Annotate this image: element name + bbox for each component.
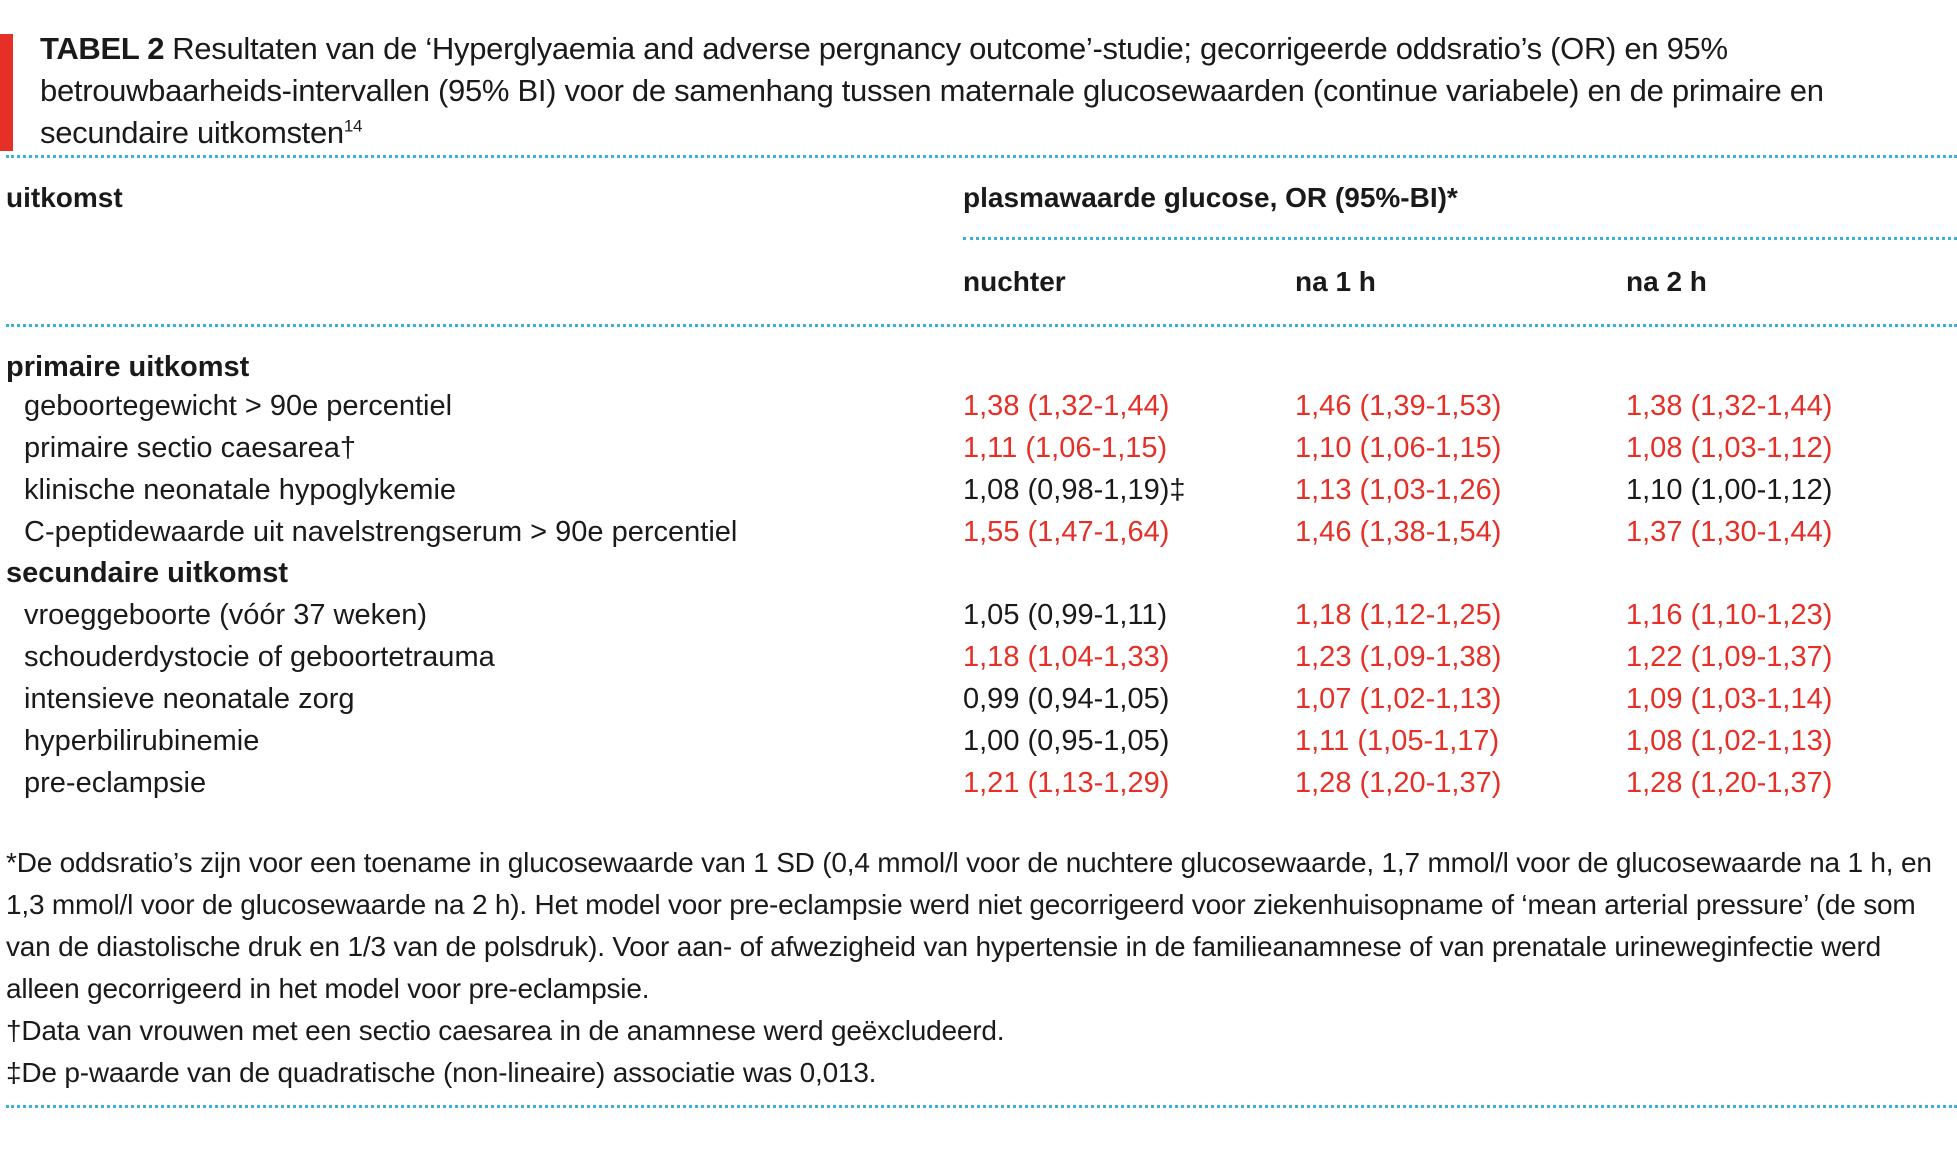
section-title-primary: primaire uitkomst (6, 351, 250, 383)
table-row (0, 636, 1957, 678)
or-2h: 1,08 (1,02-1,13) (1626, 725, 1833, 757)
or-2h: 1,08 (1,03-1,12) (1626, 432, 1833, 464)
or-2h: 1,28 (1,20-1,37) (1626, 767, 1833, 799)
or-2h: 1,09 (1,03-1,14) (1626, 683, 1833, 715)
row-label: C-peptidewaarde uit navelstrengserum > 90e percentiel (24, 516, 738, 548)
footnote-star: *De oddsratio’s zijn voor een toename in glucosewaarde van 1 SD (0,4 mmol/l voor de nuchtere glucosewaarde, 1,7 mmol/l voor de glucosewaarde na 1 h, en 1,3 mmol/l voor de glucosewaarde na 2 h). Het model voor pre-eclampsie werd niet gecorrigeerd voor ziekenhuisopname of ‘mean arterial pressure’ (de som van de diastolische druk en 1/3 van de polsdruk). Voor aan- of afwezigheid van hypertensie in de familieanamnese of van prenatale urineweginfectie werd alleen gecorrigeerd in het model voor pre-eclampsie. (6, 847, 1932, 1004)
table-row (0, 762, 1957, 804)
row-label: geboortegewicht > 90e percentiel (24, 390, 453, 422)
or-2h: 1,10 (1,00-1,12) (1626, 474, 1833, 506)
table-row (0, 720, 1957, 762)
table-caption (40, 28, 1940, 154)
table-row (0, 678, 1957, 720)
or-fasting: 1,55 (1,47-1,64) (963, 516, 1170, 548)
row-label: vroeggeboorte (vóór 37 weken) (24, 599, 428, 631)
or-1h: 1,23 (1,09-1,38) (1295, 641, 1502, 673)
or-1h: 1,13 (1,03-1,26) (1295, 474, 1502, 506)
top-rule (6, 155, 1957, 158)
or-2h: 1,37 (1,30-1,44) (1626, 516, 1833, 548)
or-fasting: 1,00 (0,95-1,05) (963, 725, 1170, 757)
bottom-rule (6, 1105, 1957, 1108)
or-1h: 1,11 (1,05-1,17) (1295, 725, 1500, 757)
table-row (0, 511, 1957, 553)
caption-reference: 14 (343, 116, 363, 136)
or-fasting: 0,99 (0,94-1,05) (963, 683, 1170, 715)
or-1h: 1,10 (1,06-1,15) (1295, 432, 1502, 464)
header-1h: na 1 h (1295, 266, 1376, 297)
row-label: primaire sectio caesarea† (24, 432, 357, 464)
or-1h: 1,46 (1,38-1,54) (1295, 516, 1502, 548)
footnote-double-dagger: ‡De p-waarde van de quadratische (non-lineaire) associatie was 0,013. (6, 1057, 877, 1088)
footnotes (6, 842, 1946, 1094)
header-rule (6, 324, 1957, 327)
or-fasting: 1,38 (1,32-1,44) (963, 390, 1170, 422)
footnote-dagger: †Data van vrouwen met een sectio caesarea in de anamnese werd geëxcludeerd. (6, 1015, 1005, 1046)
row-label: intensieve neonatale zorg (24, 683, 355, 715)
header-outcome: uitkomst (6, 182, 123, 213)
or-1h: 1,18 (1,12-1,25) (1295, 599, 1502, 631)
or-fasting: 1,18 (1,04-1,33) (963, 641, 1170, 673)
or-fasting: 1,11 (1,06-1,15) (963, 432, 1168, 464)
or-2h: 1,16 (1,10-1,23) (1626, 599, 1833, 631)
caption-text: Resultaten van de ‘Hyperglyaemia and adverse pergnancy outcome’-studie; gecorrigeerde oddsratio’s (OR) en 95% betrouwbaarheids-intervallen (95% BI) voor de samenhang tussen maternale glucosewaarden (continue variabele) en de primaire en secundaire uitkomsten (40, 31, 1824, 150)
or-1h: 1,28 (1,20-1,37) (1295, 767, 1502, 799)
table-row (0, 469, 1957, 511)
row-label: pre-eclampsie (24, 767, 207, 799)
header-group: plasmawaarde glucose, OR (95%-BI)* (963, 182, 1458, 213)
or-fasting: 1,21 (1,13-1,29) (963, 767, 1170, 799)
row-label: hyperbilirubinemie (24, 725, 260, 757)
or-1h: 1,07 (1,02-1,13) (1295, 683, 1502, 715)
section-title-secondary: secundaire uitkomst (6, 557, 289, 589)
header-2h: na 2 h (1626, 266, 1707, 297)
row-label: schouderdystocie of geboortetrauma (24, 641, 495, 673)
or-fasting: 1,08 (0,98-1,19)‡ (963, 474, 1186, 506)
table-row (0, 385, 1957, 427)
or-1h: 1,46 (1,39-1,53) (1295, 390, 1502, 422)
or-2h: 1,22 (1,09-1,37) (1626, 641, 1833, 673)
caption-label: TABEL 2 (40, 31, 165, 66)
table-row (0, 427, 1957, 469)
or-fasting: 1,05 (0,99-1,11) (963, 599, 1168, 631)
group-rule (963, 237, 1957, 240)
accent-bar (0, 34, 13, 151)
header-fasting: nuchter (963, 266, 1066, 297)
table-row (0, 594, 1957, 636)
row-label: klinische neonatale hypoglykemie (24, 474, 457, 506)
or-2h: 1,38 (1,32-1,44) (1626, 390, 1833, 422)
